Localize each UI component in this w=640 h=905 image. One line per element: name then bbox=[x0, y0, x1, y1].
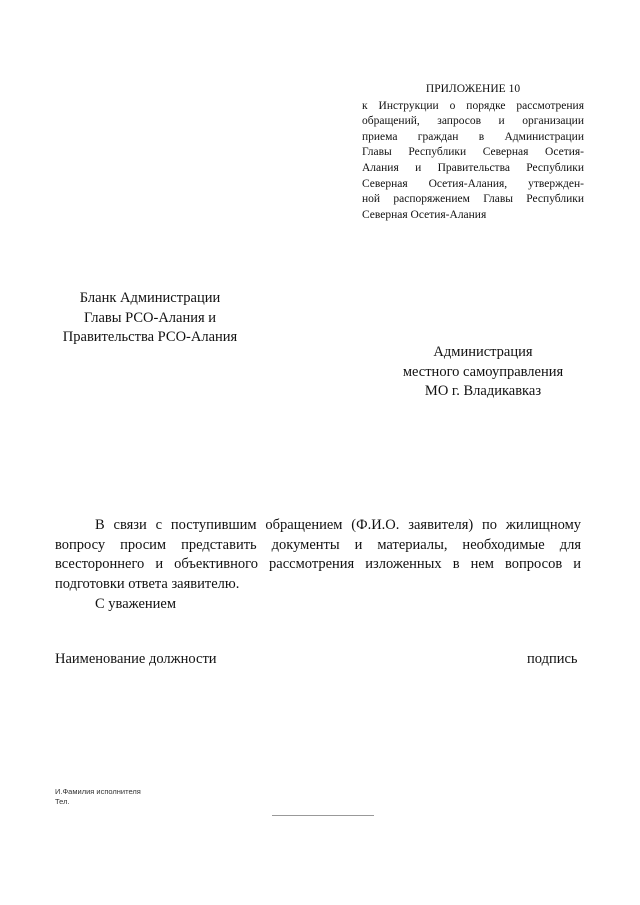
letterhead-line: Бланк Администрации bbox=[79, 290, 221, 306]
signature-label: подпись bbox=[527, 651, 578, 667]
letterhead-line: Главы РСО-Алания и bbox=[83, 309, 217, 326]
addressee-line: МО г. Владикавказ bbox=[424, 383, 542, 399]
body-line: вопросу просим представить документы и материалы, необходимые для bbox=[55, 536, 581, 553]
addressee-block bbox=[392, 343, 574, 402]
appendix-line: Главы Республики Северная Осетия- bbox=[362, 146, 584, 159]
appendix-line: Северная Осетия-Алания bbox=[362, 208, 487, 221]
appendix-line: приема граждан в Администрации bbox=[362, 130, 584, 143]
appendix-line: ной распоряжением Главы Республики bbox=[362, 193, 584, 206]
footer-divider bbox=[272, 815, 374, 816]
appendix-line: Алания и Правительства Республики bbox=[362, 161, 584, 174]
executor-name: И.Фамилия исполнителя bbox=[55, 787, 141, 796]
appendix-title: ПРИЛОЖЕНИЕ 10 bbox=[425, 83, 521, 95]
letter-body bbox=[55, 516, 581, 594]
appendix-block bbox=[362, 82, 584, 223]
appendix-line: обращений, запросов и организации bbox=[362, 115, 584, 128]
letterhead-line: Правительства РСО-Алания bbox=[62, 329, 238, 345]
addressee-line: местного самоуправления bbox=[402, 363, 564, 380]
executor-phone: Тел. bbox=[55, 797, 70, 806]
addressee-line: Администрация bbox=[433, 344, 533, 360]
body-line: В связи с поступившим обращением (Ф.И.О. заявителя) по жилищному bbox=[95, 517, 581, 533]
signer-position: Наименование должности bbox=[55, 651, 217, 667]
body-line: всестороннего и объективного рассмотрения изложенных в нем вопросов и bbox=[55, 556, 581, 572]
closing-regards: С уважением bbox=[95, 596, 177, 612]
appendix-line: к Инструкции о порядке рассмотрения bbox=[362, 99, 584, 112]
letterhead-blank bbox=[55, 289, 245, 348]
body-line: подготовки ответа заявителю. bbox=[55, 575, 240, 592]
appendix-line: Северная Осетия-Алания, утвержден- bbox=[362, 177, 584, 190]
executor-info bbox=[55, 787, 141, 807]
